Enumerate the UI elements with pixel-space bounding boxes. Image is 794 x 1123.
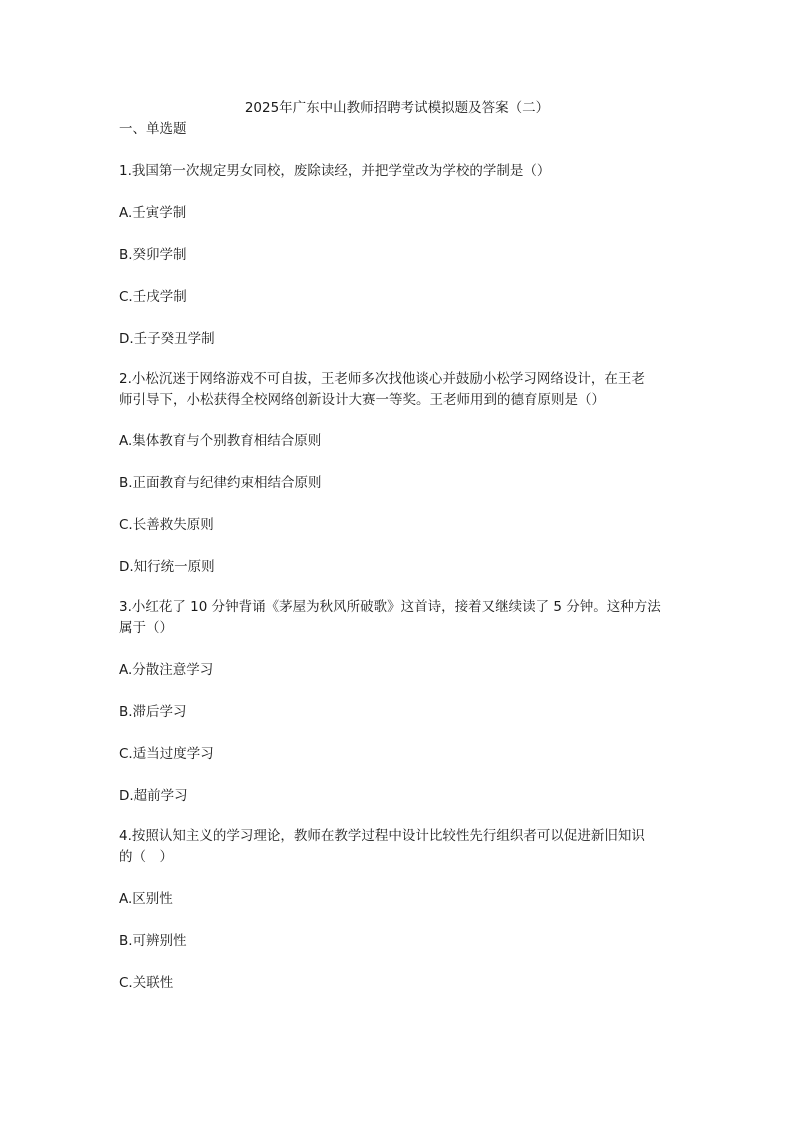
question-1-option-a: A.壬寅学制 — [119, 205, 187, 221]
question-1-option-b: B.癸卯学制 — [119, 247, 187, 263]
question-3-option-c: C.适当过度学习 — [119, 746, 214, 762]
question-3-option-b: B.滞后学习 — [119, 704, 187, 720]
question-2-option-b: B.正面教育与纪律约束相结合原则 — [119, 475, 322, 491]
question-2-stem-line-2: 师引导下，小松获得全校网络创新设计大赛一等奖。王老师用到的德育原则是（） — [119, 392, 605, 408]
question-2-option-d: D.知行统一原则 — [119, 559, 215, 575]
question-3-stem-line-2: 属于（） — [119, 620, 173, 636]
question-3-stem-line-1: 3.小红花了 10 分钟背诵《茅屋为秋风所破歌》这首诗，接着又继续读了 5 分钟。这种方法 — [119, 599, 661, 615]
question-4-stem-line-1: 4.按照认知主义的学习理论，教师在教学过程中设计比较性先行组织者可以促进新旧知识 — [119, 828, 645, 844]
question-2-option-a: A.集体教育与个别教育相结合原则 — [119, 433, 322, 449]
question-4-option-a: A.区别性 — [119, 891, 173, 907]
question-2-stem-line-1: 2.小松沉迷于网络游戏不可自拔，王老师多次找他谈心并鼓励小松学习网络设计，在王老 — [119, 371, 645, 387]
question-1-stem: 1.我国第一次规定男女同校，废除读经，并把学堂改为学校的学制是（） — [119, 163, 551, 179]
question-3-option-d: D.超前学习 — [119, 788, 188, 804]
question-4-option-c: C.关联性 — [119, 975, 174, 991]
section-heading: 一、单选题 — [119, 121, 187, 137]
question-4-option-b: B.可辨别性 — [119, 933, 187, 949]
question-1-option-d: D.壬子癸丑学制 — [119, 331, 215, 347]
question-2-option-c: C.长善救失原则 — [119, 517, 214, 533]
question-4-stem-line-2: 的（ ） — [119, 849, 173, 865]
document-title: 2025年广东中山教师招聘考试模拟题及答案（二） — [244, 100, 550, 116]
question-1-option-c: C.壬戌学制 — [119, 289, 187, 305]
question-3-option-a: A.分散注意学习 — [119, 662, 214, 678]
